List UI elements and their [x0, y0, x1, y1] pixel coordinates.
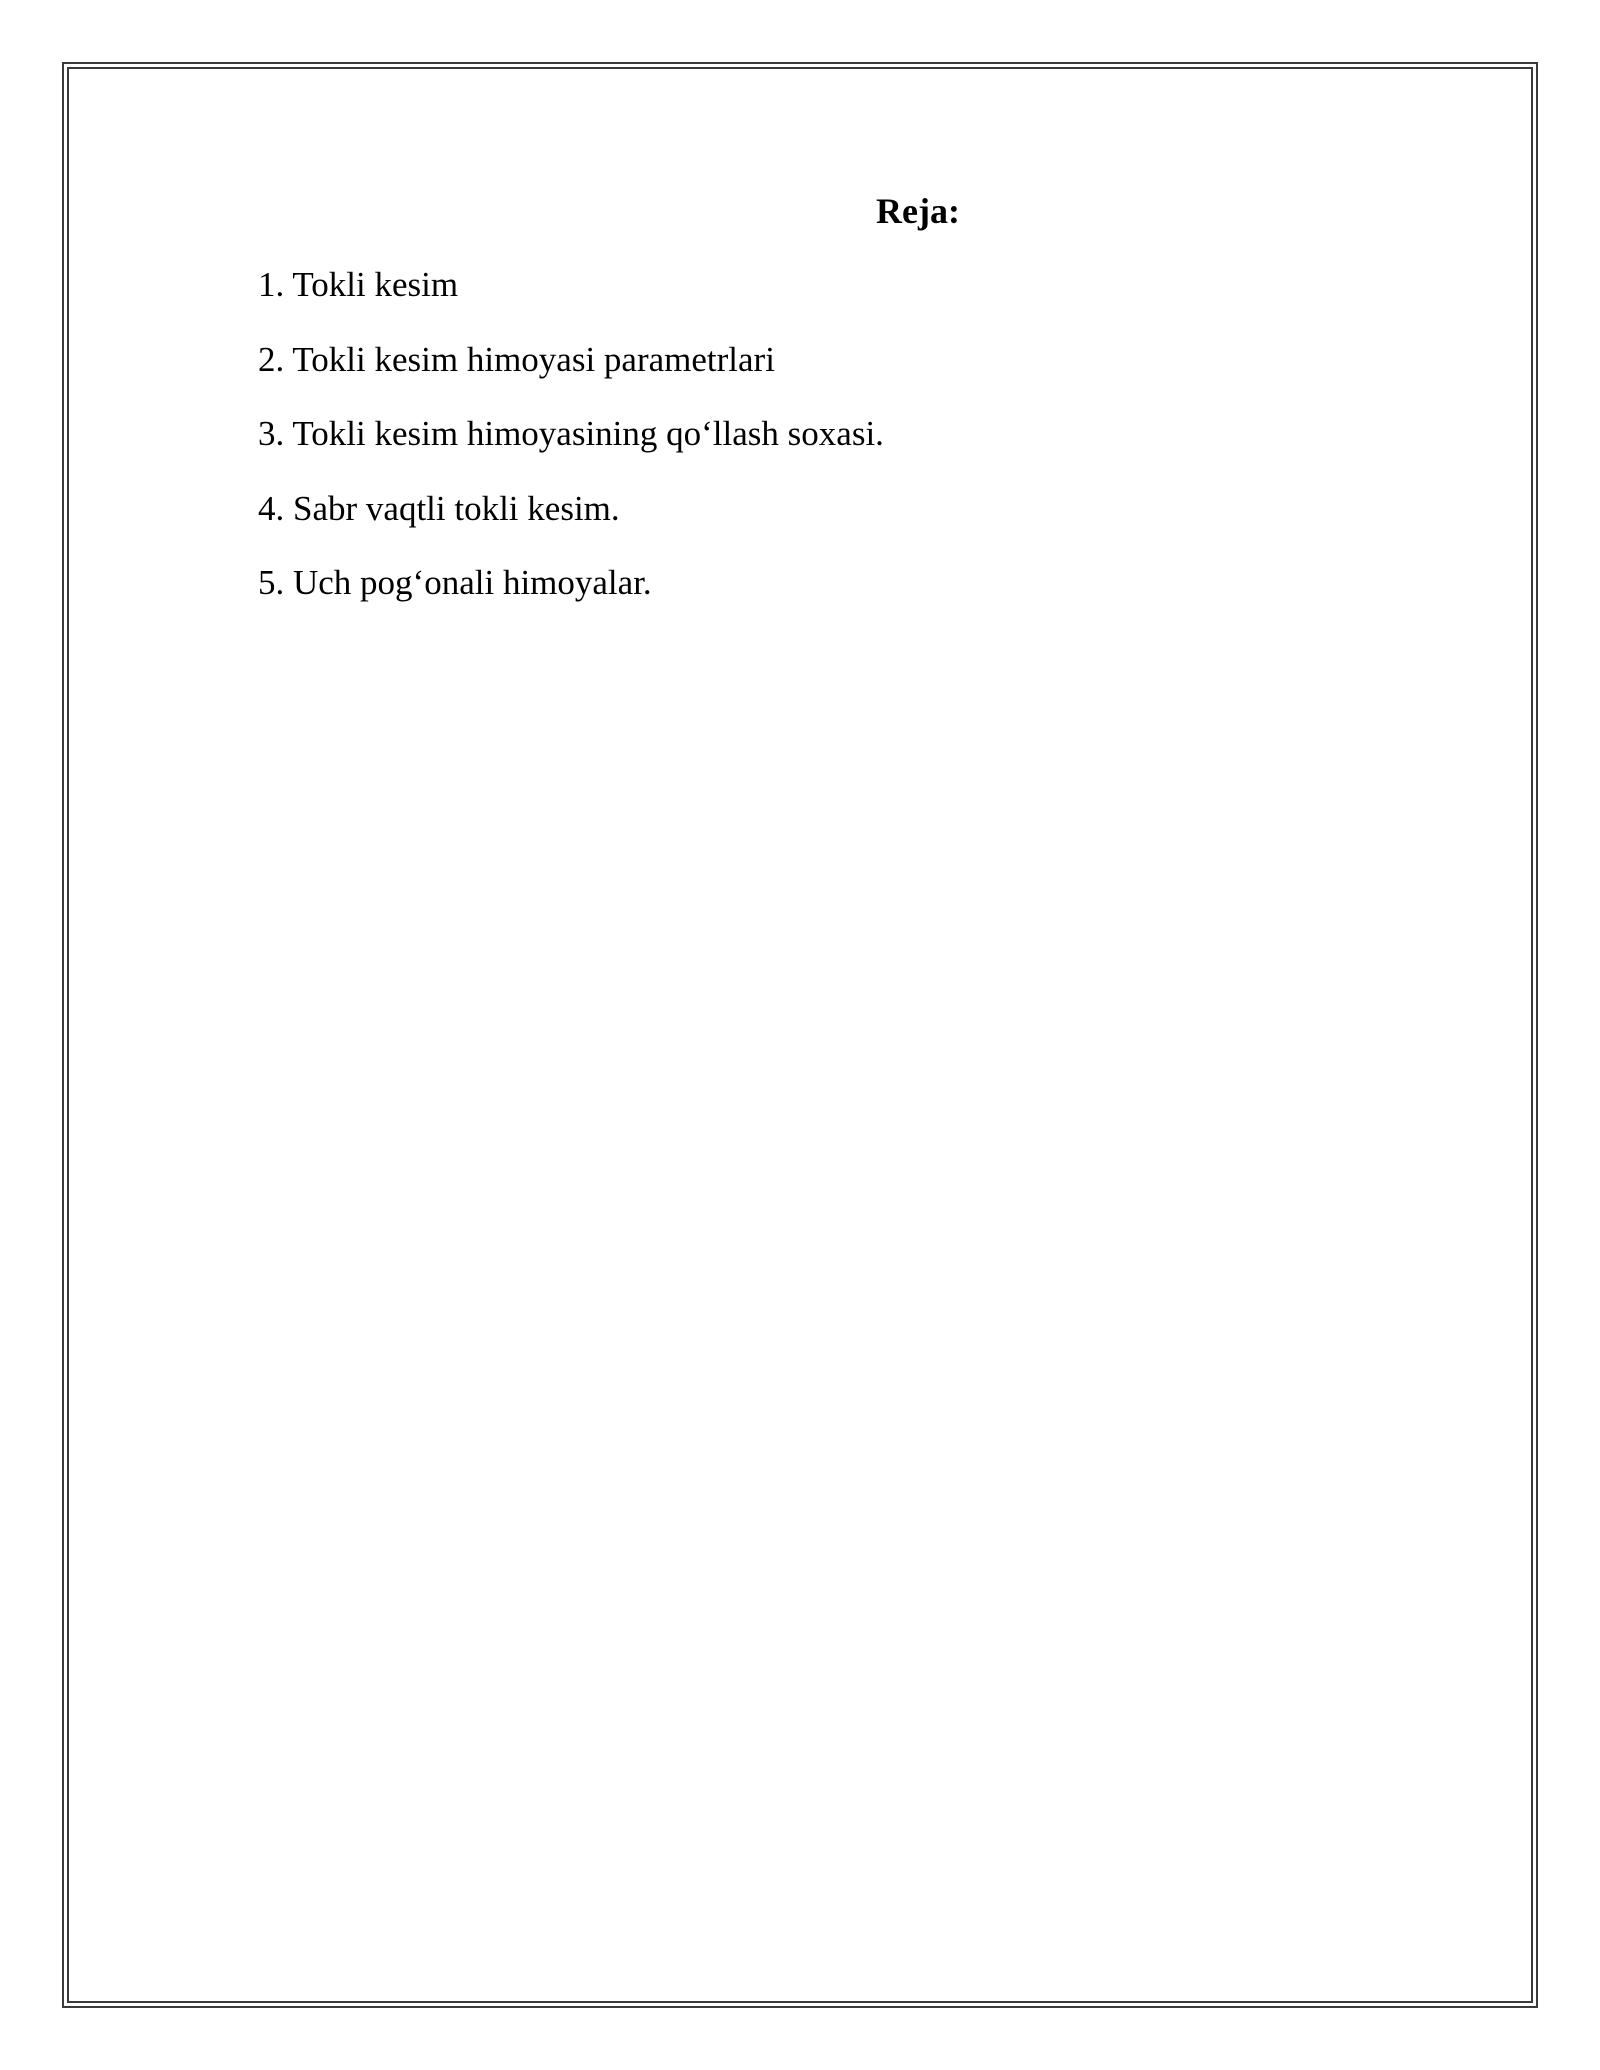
- plan-item-5: 5. Uch pog‘onali himoyalar.: [258, 563, 652, 602]
- document-title: Reja:: [876, 191, 960, 231]
- plan-item-2: 2. Tokli kesim himoyasi parametrlari: [258, 339, 775, 379]
- plan-item-3: 3. Tokli kesim himoyasining qo‘llash soxasi.: [258, 414, 884, 453]
- plan-item-1: 1. Tokli kesim: [258, 265, 459, 304]
- plan-list: [258, 260, 884, 633]
- plan-item-4: 4. Sabr vaqtli tokli kesim.: [258, 488, 620, 528]
